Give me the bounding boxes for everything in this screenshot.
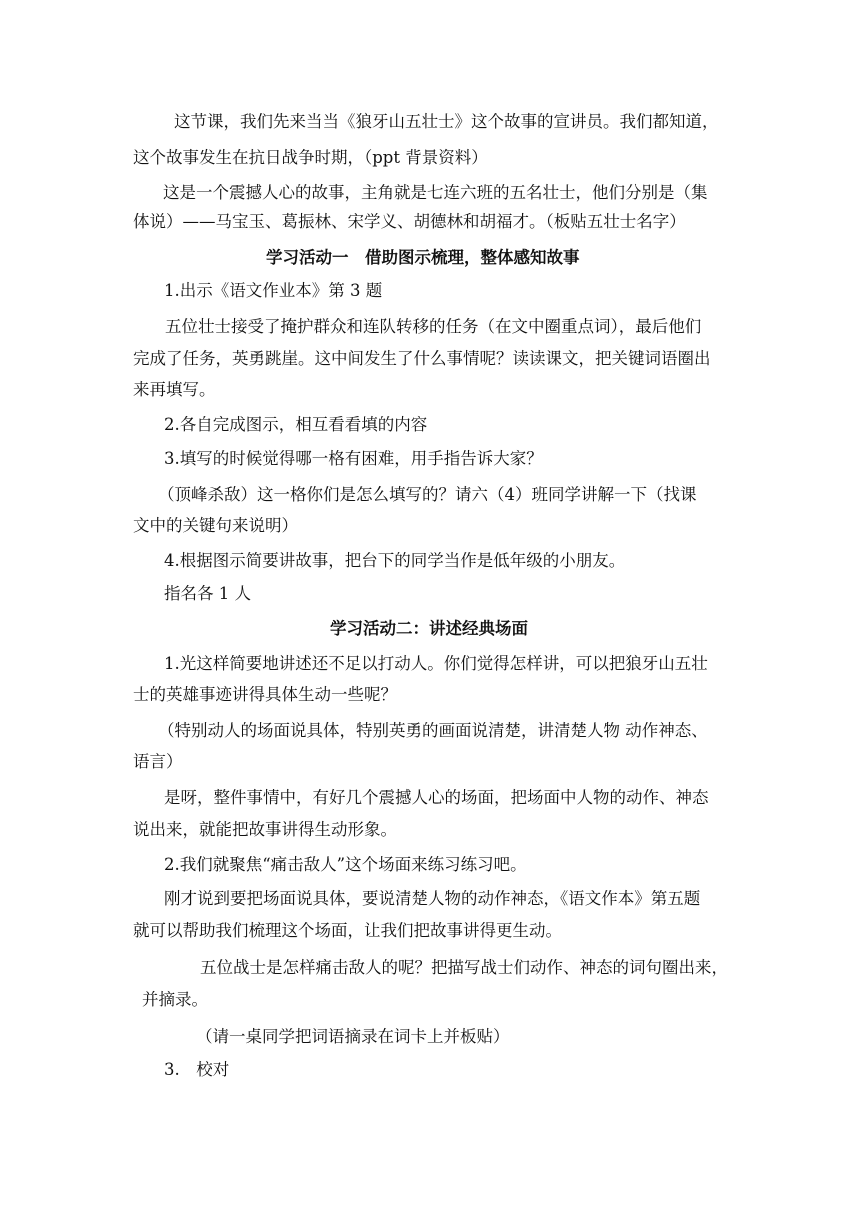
paragraph-line: 1.光这样简要地讲述还不足以打动人。你们觉得怎样讲，可以把狼牙山五壮 [164, 654, 708, 673]
paragraph-line: （顶峰杀敌）这一格你们是怎么填写的？请六（4）班同学讲解一下（找课 [158, 485, 697, 504]
paragraph-line: 2.各自完成图示，相互看看填的内容 [164, 415, 428, 434]
paragraph-line: 这节课，我们先来当当《狼牙山五壮士》这个故事的宣讲员。我们都知道， [174, 112, 719, 131]
paragraph-line: 士的英雄事迹讲得具体生动一些呢？ [133, 685, 397, 704]
paragraph-line: 1.出示《语文作业本》第 3 题 [164, 281, 383, 300]
paragraph-line: 五位壮士接受了掩护群众和连队转移的任务（在文中圈重点词），最后他们 [165, 317, 702, 336]
paragraph-line: 这个故事发生在抗日战争时期，（ppt 背景资料） [133, 148, 488, 167]
paragraph-line: 3.填写的时候觉得哪一格有困难，用手指告诉大家？ [164, 449, 543, 468]
paragraph-line: 就可以帮助我们梳理这个场面，让我们把故事讲得更生动。 [133, 921, 562, 940]
paragraph-line: 并摘录。 [142, 990, 208, 1009]
section-heading: 学习活动二：讲述经典场面 [330, 619, 528, 638]
paragraph-line: 刚才说到要把场面说具体，要说清楚人物的动作神态，《语文作本》第五题 [164, 889, 701, 908]
paragraph-line: 3. 校对 [164, 1060, 230, 1079]
paragraph-line: 体说）——马宝玉、葛振林、宋学义、胡德林和胡福才。（板贴五壮士名字） [133, 212, 686, 231]
paragraph-line: 文中的关键句来说明） [133, 516, 298, 535]
paragraph-line: 五位战士是怎样痛击敌人的呢？把描写战士们动作、神态的词句圈出来， [200, 958, 728, 977]
paragraph-line: 4.根据图示简要讲故事，把台下的同学当作是低年级的小朋友。 [164, 551, 626, 570]
paragraph-line: 语言） [133, 752, 183, 771]
paragraph-line: 2.我们就聚焦“痛击敌人”这个场面来练习练习吧。 [164, 855, 527, 874]
paragraph-line: 这是一个震撼人心的故事，主角就是七连六班的五名壮士，他们分别是（集 [163, 183, 708, 202]
paragraph-line: （特别动人的场面说具体，特别英勇的画面说清楚，讲清楚人物 动作神态、 [158, 721, 708, 740]
paragraph-line: （请一桌同学把词语摘录在词卡上并板贴） [196, 1027, 510, 1046]
paragraph-line: 是呀，整件事情中，有好几个震撼人心的场面，把场面中人物的动作、神态 [164, 788, 709, 807]
paragraph-line: 完成了任务，英勇跳崖。这中间发生了什么事情呢？读读课文，把关键词语圈出 [133, 349, 711, 368]
paragraph-line: 来再填写。 [133, 380, 216, 399]
paragraph-line: 指名各 1 人 [164, 584, 251, 603]
paragraph-line: 说出来，就能把故事讲得生动形象。 [133, 820, 397, 839]
section-heading: 学习活动一 借助图示梳理，整体感知故事 [266, 248, 580, 267]
